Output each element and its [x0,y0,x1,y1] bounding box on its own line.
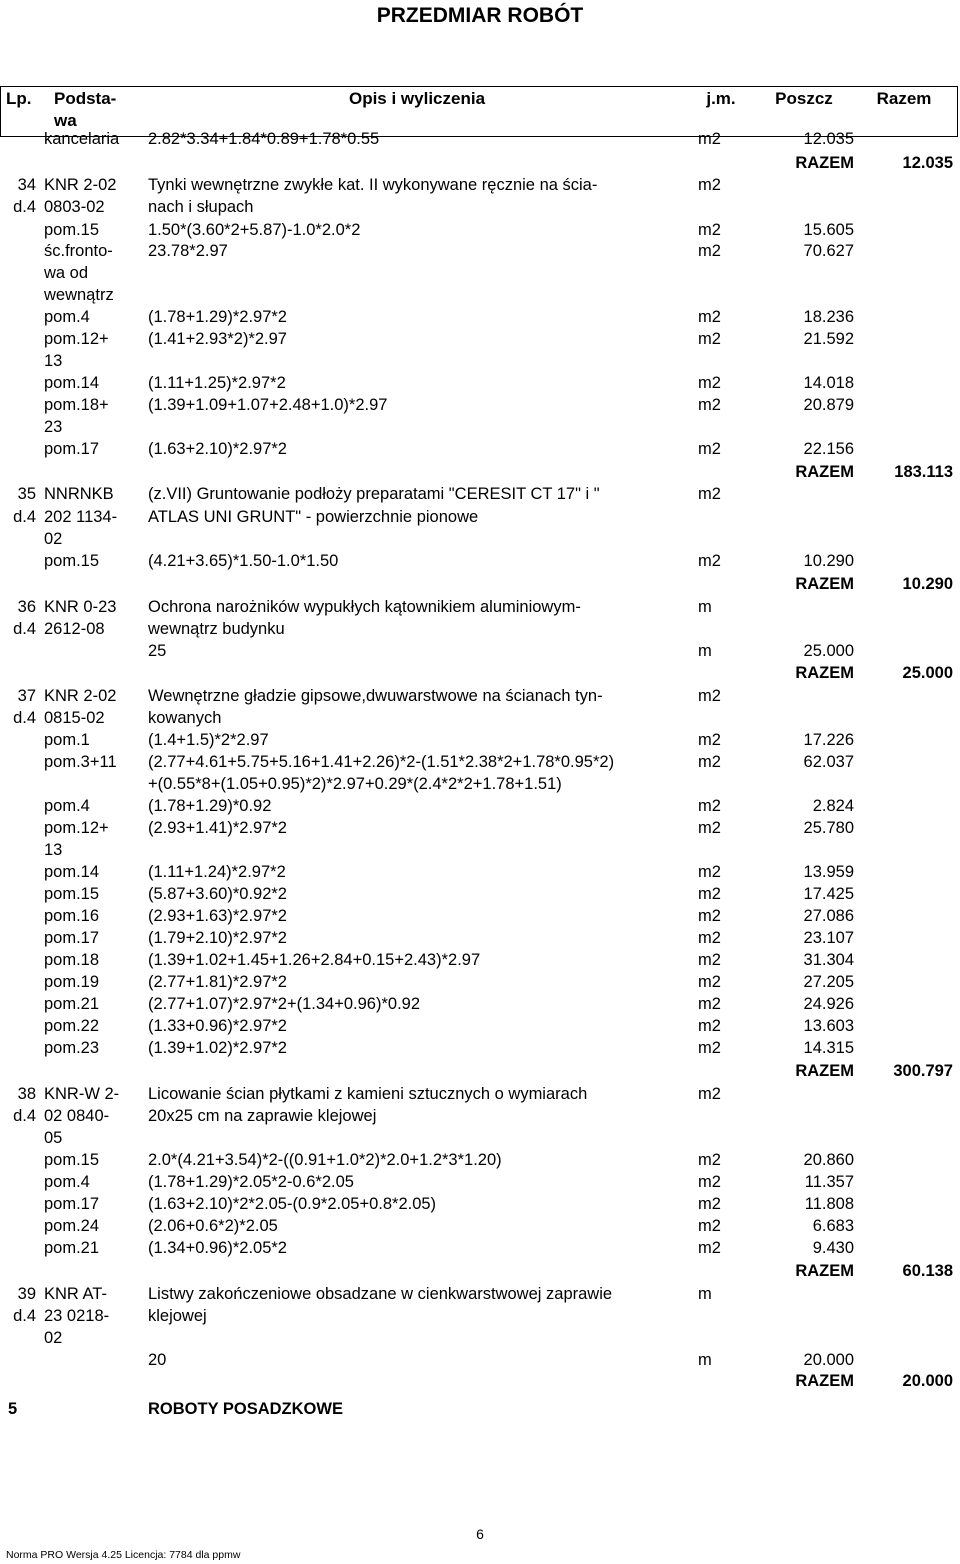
header-opis: Opis i wyliczenia [348,89,486,108]
header-border-left [0,86,1,136]
total-poszcz: RAZEM [795,463,854,481]
cell-lp: 36 [17,598,36,616]
cell-lp: 38 [17,1085,36,1103]
cell-basis: 02 [44,1329,63,1347]
cell-basis: pom.21 [44,995,100,1013]
cell-lp: 34 [17,176,36,194]
cell-unit: m2 [698,485,721,503]
cell-desc: (1.78+1.29)*2.05*2-0.6*2.05 [148,1173,354,1191]
cell-basis: pom.4 [44,308,90,326]
cell-unit: m2 [698,1085,721,1103]
cell-basis: 02 [44,530,63,548]
cell-basis: pom.12+ [44,819,109,837]
cell-basis: pom.19 [44,973,100,991]
cell-desc: 20 [148,1351,167,1369]
cell-poszcz: 20.860 [803,1151,854,1169]
cell-basis: 23 [44,418,63,436]
cell-poszcz: 21.592 [803,330,854,348]
cell-basis: pom.15 [44,221,100,239]
cell-desc: 2.0*(4.21+3.54)*2-((0.91+1.0*2)*2.0+1.2*3*1.20) [148,1151,502,1169]
cell-unit: m2 [698,951,721,969]
cell-poszcz: 15.605 [803,221,854,239]
cell-basis: pom.22 [44,1017,100,1035]
total-poszcz: RAZEM [795,154,854,172]
cell-poszcz: 18.236 [803,308,854,326]
cell-lp: d.4 [13,508,36,526]
cell-unit: m2 [698,176,721,194]
cell-lp: 35 [17,485,36,503]
cell-desc: (4.21+3.65)*1.50-1.0*1.50 [148,552,339,570]
cell-desc: (1.79+2.10)*2.97*2 [148,929,287,947]
cell-basis: 2612-08 [44,620,105,638]
cell-poszcz: 27.205 [803,973,854,991]
header-razem: Razem [876,89,932,108]
cell-basis: pom.15 [44,552,100,570]
cell-poszcz: 10.290 [803,552,854,570]
cell-desc: klejowej [148,1307,207,1325]
cell-desc: (1.11+1.25)*2.97*2 [148,374,286,392]
cell-desc: (1.4+1.5)*2*2.97 [148,731,269,749]
cell-unit: m2 [698,374,721,392]
cell-basis: pom.17 [44,440,100,458]
cell-unit: m2 [698,552,721,570]
cell-desc: (z.VII) Gruntowanie podłoży preparatami "CERESIT CT 17" i " [148,485,600,503]
cell-poszcz: 17.226 [803,731,854,749]
cell-desc: (1.39+1.02)*2.97*2 [148,1039,287,1057]
cell-lp: 37 [17,687,36,705]
cell-desc: (2.77+1.07)*2.97*2+(1.34+0.96)*0.92 [148,995,421,1013]
cell-lp: d.4 [13,620,36,638]
cell-poszcz: 13.603 [803,1017,854,1035]
cell-lp: 39 [17,1285,36,1303]
cell-lp: d.4 [13,1107,36,1125]
cell-desc: (1.63+2.10)*2.97*2 [148,440,287,458]
total-razem: 300.797 [893,1062,953,1080]
cell-basis: pom.17 [44,1195,100,1213]
cell-basis: pom.18+ [44,396,109,414]
cell-basis: pom.4 [44,1173,90,1191]
cell-desc: (1.78+1.29)*0.92 [148,797,272,815]
cell-basis: KNR 2-02 [44,176,117,194]
cell-poszcz: 20.879 [803,396,854,414]
cell-poszcz: 6.683 [812,1217,854,1235]
cell-basis: pom.17 [44,929,100,947]
cell-poszcz: 2.824 [812,797,854,815]
cell-poszcz: 11.808 [804,1195,854,1213]
cell-basis: pom.14 [44,374,100,392]
cell-poszcz: 9.430 [812,1239,854,1257]
cell-poszcz: 22.156 [803,440,854,458]
cell-unit: m2 [698,221,721,239]
cell-basis: KNR AT- [44,1285,107,1303]
cell-poszcz: 14.018 [803,374,854,392]
total-razem: 10.290 [902,575,953,593]
cell-poszcz: 25.780 [803,819,854,837]
cell-unit: m2 [698,929,721,947]
cell-basis: pom.12+ [44,330,109,348]
cell-poszcz: 13.959 [803,863,854,881]
cell-desc: (1.11+1.24)*2.97*2 [148,863,286,881]
cell-desc: (1.39+1.02+1.45+1.26+2.84+0.15+2.43)*2.97 [148,951,481,969]
header-podstawa-1: Podsta- [54,89,117,108]
cell-lp: d.4 [13,1307,36,1325]
cell-unit: m2 [698,440,721,458]
section-number: 5 [8,1400,18,1418]
document-title: PRZEDMIAR ROBÓT [376,4,584,27]
header-poszcz: Poszcz [775,89,833,108]
cell-unit: m2 [698,907,721,925]
cell-desc: 2.82*3.34+1.84*0.89+1.78*0.55 [148,130,380,148]
cell-unit: m2 [698,242,721,260]
cell-basis: 13 [44,841,63,859]
cell-desc: Listwy zakończeniowe obsadzane w cienkwarstwowej zaprawie [148,1285,613,1303]
cell-unit: m2 [698,995,721,1013]
cell-poszcz: 23.107 [803,929,854,947]
cell-desc: (1.34+0.96)*2.05*2 [148,1239,287,1257]
cell-desc: (2.77+1.81)*2.97*2 [148,973,287,991]
cell-basis: 05 [44,1129,63,1147]
cell-desc: Ochrona narożników wypukłych kątownikiem aluminiowym- [148,598,581,616]
cell-unit: m2 [698,1017,721,1035]
cell-unit: m2 [698,687,721,705]
total-poszcz: RAZEM [795,664,854,682]
cell-unit: m2 [698,330,721,348]
cell-unit: m2 [698,819,721,837]
cell-poszcz: 14.315 [803,1039,854,1057]
cell-basis: KNR 2-02 [44,687,117,705]
cell-lp: d.4 [13,198,36,216]
cell-unit: m2 [698,308,721,326]
cell-desc: wewnątrz budynku [148,620,285,638]
cell-basis: pom.14 [44,863,100,881]
cell-basis: śc.fronto- [44,242,113,260]
cell-desc: 20x25 cm na zaprawie klejowej [148,1107,377,1125]
cell-unit: m2 [698,1195,721,1213]
cell-lp: d.4 [13,709,36,727]
cell-desc: 1.50*(3.60*2+5.87)-1.0*2.0*2 [148,221,361,239]
cell-basis: pom.4 [44,797,90,815]
section-title: ROBOTY POSADZKOWE [148,1400,343,1418]
cell-unit: m2 [698,396,721,414]
cell-desc: (2.06+0.6*2)*2.05 [148,1217,278,1235]
cell-basis: 23 0218- [44,1307,110,1325]
cell-desc: (1.78+1.29)*2.97*2 [148,308,287,326]
cell-basis: wewnątrz [44,286,114,304]
cell-poszcz: 12.035 [803,130,854,148]
cell-desc: Licowanie ścian płytkami z kamieni sztucznych o wymiarach [148,1085,588,1103]
cell-unit: m2 [698,885,721,903]
cell-basis: pom.21 [44,1239,100,1257]
cell-basis: pom.1 [44,731,90,749]
cell-unit: m [698,1285,712,1303]
footer-license: Norma PRO Wersja 4.25 Licencja: 7784 dla ppmw [6,1549,241,1561]
cell-poszcz: 24.926 [803,995,854,1013]
cell-poszcz: 20.000 [803,1351,854,1369]
cell-unit: m2 [698,863,721,881]
cell-poszcz: 27.086 [803,907,854,925]
cell-unit: m2 [698,1151,721,1169]
cell-unit: m [698,598,712,616]
cell-basis: pom.3+11 [44,753,117,771]
cell-desc: Wewnętrzne gładzie gipsowe,dwuwarstwowe na ścianach tyn- [148,687,603,705]
cell-desc: (1.63+2.10)*2*2.05-(0.9*2.05+0.8*2.05) [148,1195,437,1213]
cell-basis: 0815-02 [44,709,105,727]
header-border-right [957,86,958,136]
cell-desc: ATLAS UNI GRUNT" - powierzchnie pionowe [148,508,479,526]
cell-basis: 202 1134- [44,508,118,526]
cell-poszcz: 31.304 [803,951,854,969]
cell-basis: 0803-02 [44,198,105,216]
cell-desc: +(0.55*8+(1.05+0.95)*2)*2.97+0.29*(2.4*2*2+1.78+1.51) [148,775,562,793]
cell-desc: (2.77+4.61+5.75+5.16+1.41+2.26)*2-(1.51*2.38*2+1.78*0.95*2) [148,753,615,771]
cell-desc: nach i słupach [148,198,254,216]
page-number: 6 [476,1526,484,1542]
cell-poszcz: 70.627 [803,242,854,260]
cell-desc: kowanych [148,709,222,727]
cell-basis: 13 [44,352,63,370]
cell-desc: 23.78*2.97 [148,242,228,260]
cell-basis: pom.23 [44,1039,100,1057]
total-razem: 60.138 [902,1262,953,1280]
cell-basis: pom.15 [44,885,100,903]
cell-unit: m2 [698,731,721,749]
total-razem: 20.000 [902,1372,953,1390]
cell-unit: m2 [698,753,721,771]
cell-unit: m2 [698,973,721,991]
cell-desc: (1.41+2.93*2)*2.97 [148,330,287,348]
cell-basis: KNR 0-23 [44,598,117,616]
header-lp: Lp. [6,89,32,108]
total-razem: 12.035 [902,154,953,172]
total-poszcz: RAZEM [795,1062,854,1080]
cell-desc: (2.93+1.41)*2.97*2 [148,819,287,837]
cell-desc: Tynki wewnętrzne zwykłe kat. II wykonywane ręcznie na ścia- [148,176,598,194]
cell-basis: 02 0840- [44,1107,110,1125]
cell-unit: m2 [698,130,721,148]
cell-poszcz: 62.037 [803,753,854,771]
total-razem: 25.000 [902,664,953,682]
cell-poszcz: 11.357 [804,1173,854,1191]
cell-unit: m2 [698,1217,721,1235]
header-podstawa-2: wa [54,111,77,130]
total-razem: 183.113 [894,463,953,481]
cell-unit: m2 [698,1039,721,1057]
cell-basis: pom.16 [44,907,100,925]
total-poszcz: RAZEM [795,1262,854,1280]
cell-desc: (1.33+0.96)*2.97*2 [148,1017,287,1035]
cell-desc: (2.93+1.63)*2.97*2 [148,907,287,925]
cell-poszcz: 25.000 [803,642,854,660]
cell-basis: pom.18 [44,951,100,969]
cell-unit: m2 [698,1173,721,1191]
cell-basis: wa od [44,264,89,282]
header-top-rule [0,86,958,87]
cell-desc: 25 [148,642,167,660]
cell-basis: NNRNKB [44,485,114,503]
header-jm: j.m. [706,89,736,108]
cell-desc: (1.39+1.09+1.07+2.48+1.0)*2.97 [148,396,388,414]
cell-unit: m [698,1351,712,1369]
cell-basis: KNR-W 2- [44,1085,120,1103]
total-poszcz: RAZEM [795,575,854,593]
cell-unit: m2 [698,797,721,815]
cell-basis: kancelaria [44,130,120,148]
cell-poszcz: 17.425 [803,885,854,903]
total-poszcz: RAZEM [795,1372,854,1390]
cell-basis: pom.15 [44,1151,100,1169]
cell-basis: pom.24 [44,1217,100,1235]
cell-unit: m [698,642,712,660]
cell-unit: m2 [698,1239,721,1257]
cell-desc: (5.87+3.60)*0.92*2 [148,885,287,903]
